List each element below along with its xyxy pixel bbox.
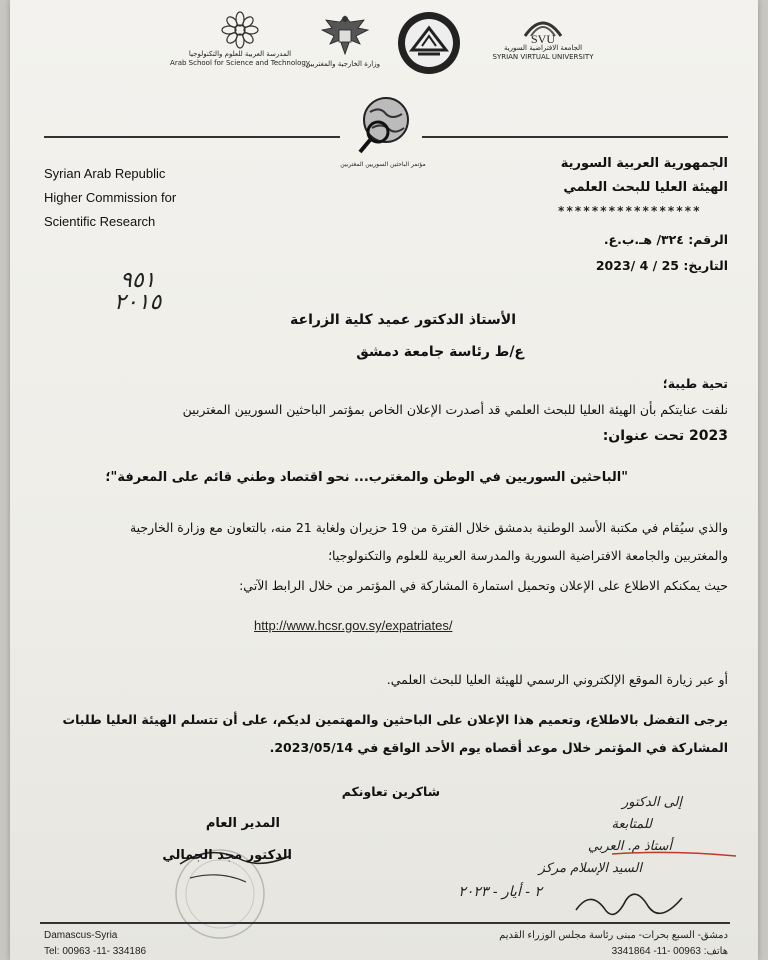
header-en [44,162,284,234]
greeting: تحية طيبة؛ [662,376,728,391]
reference-number: الرقم: ٣٢٤/ هـ.ب.ع. [603,232,728,247]
paragraph-1-continued: 2023 تحت عنوان: [602,428,728,444]
header-en-line-3: Scientific Research [44,214,156,229]
svu-caption-ar: الجامعة الافتراضية السورية [503,44,583,52]
handwritten-note-3: أستاذ م. العربي [587,839,672,854]
footer-rule [40,922,730,924]
signer-name: الدكتور مجد الجمالي [162,848,292,863]
thanks-line: شاكرين تعاونكم [341,784,440,799]
handwritten-note-1: إلى الدكتور [621,795,682,810]
header-ar-line-2: الهيئة العليا للبحث العلمي [563,180,728,195]
signer-title: المدير العام [205,816,280,831]
handwritten-number-line-1: ٩٥١ [120,268,156,293]
paragraph-2: والذي سيُقام في مكتبة الأسد الوطنية بدمشق خلال الفترة من 19 حزيران ولغاية 21 منه، بالتعاون مع وزارة الخارجية [129,520,728,535]
footer-phone-ar: هاتف: 00963 -11- 3341864 [611,946,728,957]
recipient-via: ع/ط رئاسة جامعة دمشق [356,344,524,360]
svu-caption-en: SYRIAN VIRTUAL UNIVERSITY [492,53,594,61]
svu-logo [488,10,598,62]
arab-school-logo [170,10,310,68]
header-ar-line-1: الجمهورية العربية السورية [560,156,728,171]
ministry-logo [305,10,380,69]
ministry-caption: وزارة الخارجية والمغتربين [305,60,380,68]
conference-title: "الباحثين السوريين في الوطن والمغترب... نحو اقتصاد وطني قائم على المعرفة"؛ [105,470,628,485]
handwritten-date: ٢ - أيار - ٢٠٢٣ [458,884,542,900]
footer-right [368,928,728,960]
handwritten-number-line-2: ٢٠١٥ [114,290,162,315]
red-underline [610,848,740,860]
divider-right [422,136,728,138]
header-en-line-2: Higher Commission for [44,190,177,205]
flower-emblem-icon [215,10,265,50]
conference-logo-caption: مؤتمر الباحثين السوريين المغتربين [340,161,426,168]
conference-link[interactable]: http://www.hcsr.gov.sy/expatriates/ [254,618,453,633]
paragraph-5-continued: المشاركة في المؤتمر خلال موعد أقصاه يوم الأحد الواقع في 2023/05/14. [269,740,728,755]
commission-seal-icon [396,10,462,76]
footer-left [44,928,304,960]
letter-date: التاريخ: 25 / 4 /2023 [595,258,728,273]
header-en-line-1: Syrian Arab Republic [44,166,166,181]
svu-emblem-icon [519,10,567,44]
arab-school-caption-ar: المدرسة العربية للعلوم والتكنولوجيا [188,50,292,58]
handwritten-notes [482,792,682,880]
svu-mark: SVU [530,32,556,44]
handwritten-note-4: السيد الإسلام مركز [538,861,642,876]
footer-tel: Tel: 00963 -11- 334186 [44,946,147,957]
header-ar [468,152,728,200]
commission-logo [388,10,470,76]
conference-logo [340,92,426,169]
paragraph-5: يرجى التفضل بالاطلاع، وتعميم هذا الإعلان على الباحثين والمهتمين لديكم، على أن تتسلم الهيئة العليا طلبات [62,712,728,727]
paragraph-3: حيث يمكنكم الاطلاع على الإعلان وتحميل استمارة المشاركة في المؤتمر من خلال الرابط الآتي: [239,578,728,593]
paragraph-2-continued: والمغتربين والجامعة الافتراضية السورية والمدرسة العربية للعلوم والتكنولوجيا؛ [328,548,728,563]
globe-magnifier-icon [348,92,418,156]
handwritten-note-2: للمتابعة [611,817,652,832]
footer-city: Damascus-Syria [44,930,118,941]
divider-left [44,136,340,138]
paragraph-4: أو عبر زيارة الموقع الإلكتروني الرسمي للهيئة العليا للبحث العلمي. [386,672,728,687]
arab-school-caption-en: Arab School for Science and Technology [170,59,310,67]
eagle-emblem-icon [318,10,372,60]
recipient: الأستاذ الدكتور عميد كلية الزراعة [290,312,516,328]
footer-address-ar: دمشق- السبع بحرات- مبنى رئاسة مجلس الوزراء القديم [499,930,728,941]
letter-page [10,0,758,960]
handwritten-number [114,268,162,315]
header-stars: * * * * * * * * * * * * * * * * * [558,204,699,218]
paragraph-1: نلفت عنايتكم بأن الهيئة العليا للبحث العلمي قد أصدرت الإعلان الخاص بمؤتمر الباحثين السوريين المغتربين [182,402,728,417]
